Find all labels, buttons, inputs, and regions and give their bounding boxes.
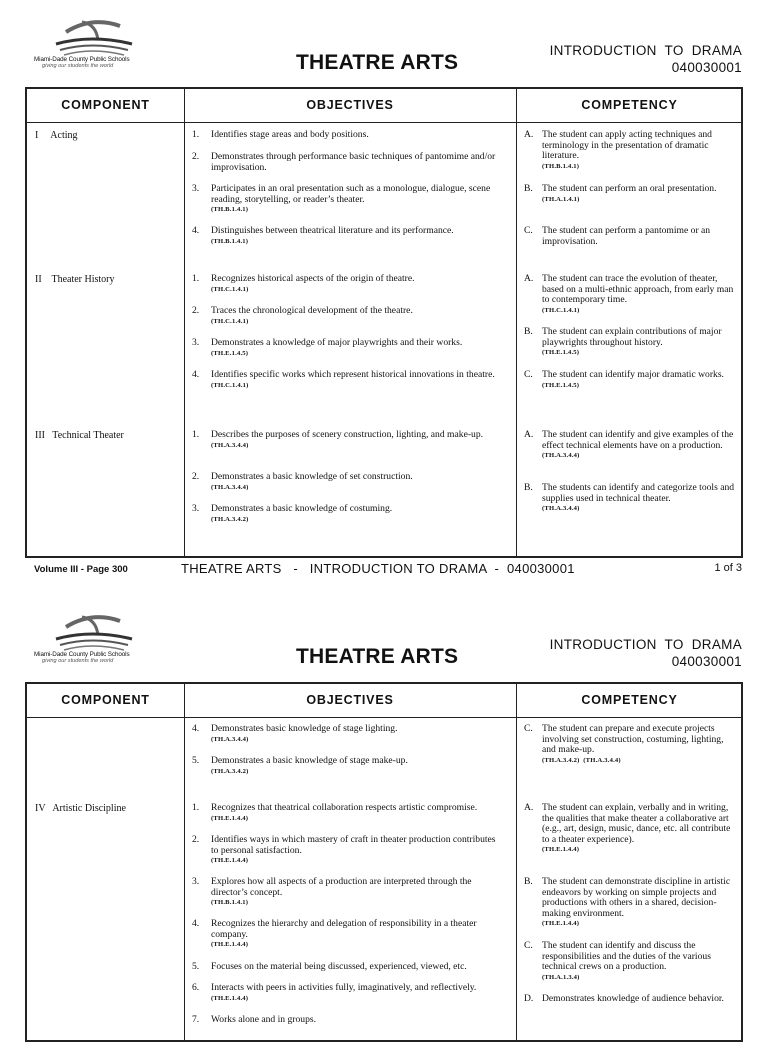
component-label: IV Artistic Discipline [35,803,126,814]
course-number: 040030001 [671,654,742,669]
table-header [27,684,741,718]
curriculum-table: COMPONENT OBJECTIVES COMPETENCY I Acting II Theater History III Technical Theater 1. Identifies stage areas and body positions. 2. Demonstrates through performance basic techniques of pantomime and/or improvisation. 3. Participates in an oral presentation such as a monologue, dialogue, scene reading, storytelling, or reader’s theater. (TH.B.1.4.1) 4. Distinguishes between theatrical literature and its performance. (TH.B.1.4.1) 1. Recognizes historical aspects of the origin of theatre. (TH.C.1.4.1) 2. Traces the chronological development of the theatre. (TH.C.1.4.1) 3. Demonstrates a knowledge of major playwrights and their works. (TH.E.1.4.5) 4. Identifies specific works which represent historical innovations in theatre. (TH.C.1.4.1) 1. Describes the purposes of scenery construction, lighting, and make-up. (TH.A.3.4.4) 2. Demonstrates a basic knowledge of set construction. (TH.A.3.4.4) 3. Demonstrates a basic knowledge of costuming. (TH.A.3.4.2) A. The student can apply acting techniques and terminology in the presentation of dramatic literature. (TH.B.1.4.1) B. The student can perform an oral presentation. (TH.A.1.4.1) C. The student can perform a pantomime or an improvisation. A. The student can trace the evolution of theater, based on a multi-ethnic approach, from early man to contemporary time. (TH.C.1.4.1) B. The student can explain contributions of major playwrights throughout history. (TH.E.1.4.5) C. The student can identify major dramatic works. (TH.E.1.4.5) A. The student can identify and give examples of the effect technical elements have on a production. (TH.A.3.4.4) B. The students can identify and categorize tools and supplies used in technical theater. (TH.A.3.4.4) [25,87,743,558]
header-objectives: OBJECTIVES [306,98,394,112]
school-logo [34,14,154,74]
curriculum-table: COMPONENT OBJECTIVES COMPETENCY IV Artistic Discipline 4. Demonstrates basic knowledge of stage lighting. (TH.A.3.4.4) 5. Demonstrates a basic knowledge of stage make-up. (TH.A.3.4.2) 1. Recognizes that theatrical collaboration respects artistic compromise. (TH.E.1.4.4) 2. Identifies ways in which mastery of craft in theater production contributes to personal satisfaction. (TH.E.1.4.4) 3. Explores how all aspects of a production are interpreted through the director’s concept. (TH.B.1.4.1) 4. Recognizes the hierarchy and delegation of responsibility in a theater company. (TH.E.1.4.4) 5. Focuses on the material being discussed, experienced, viewed, etc. 6. Interacts with peers in activities fully, imaginatively, and reflectively. (TH.E.1.4.4) 7. Works alone and in groups. C. The student can prepare and execute projects involving set construction, costuming, lighting, and make-up. (TH.A.3.4.2) (TH.A.3.4.4) A. The student can explain, verbally and in writing, the qualities that make theater a collaborative art (e.g., art, design, music, dance, etc. all contribute to a theater experience). (TH.E.1.4.4) B. The student can demonstrate discipline in artistic endeavors by working on simple projects and productions with others in a shared, decision-making environment. (TH.E.1.4.4) C. The student can identify and discuss the responsibilities and the duties of the various technical crews on a production. (TH.A.1.3.4) D. Demonstrates knowledge of audience behavior. [25,682,743,1042]
header-objectives: OBJECTIVES [306,693,394,707]
component-label: III Technical Theater [35,430,124,441]
page-title: THEATRE ARTS [296,645,459,668]
logo-slogan: giving our students the world [42,658,114,664]
header-component: COMPONENT [61,98,150,112]
header-competency: COMPETENCY [581,693,678,707]
school-logo-icon [52,14,136,56]
course-number: 040030001 [671,60,742,75]
header-competency: COMPETENCY [581,98,678,112]
component-label: II Theater History [35,274,115,285]
logo-text: Miami-Dade County Public Schools [34,651,130,658]
footer-course: THEATRE ARTS - INTRODUCTION TO DRAMA - 040030001 [181,561,575,576]
page-title: THEATRE ARTS [296,51,459,74]
footer-page-count: 1 of 3 [714,562,742,574]
footer-volume: Volume III - Page 300 [34,564,128,575]
course-name: INTRODUCTION TO DRAMA [549,43,742,58]
school-logo-icon [52,609,136,651]
logo-text: Miami-Dade County Public Schools [34,56,130,63]
course-info [550,636,742,670]
school-logo [34,609,154,669]
component-label: I Acting [35,130,78,141]
table-header [27,89,741,123]
logo-slogan: giving our students the world [42,63,114,69]
header-component: COMPONENT [61,693,150,707]
course-info [550,42,742,76]
course-name: INTRODUCTION TO DRAMA [549,637,742,652]
